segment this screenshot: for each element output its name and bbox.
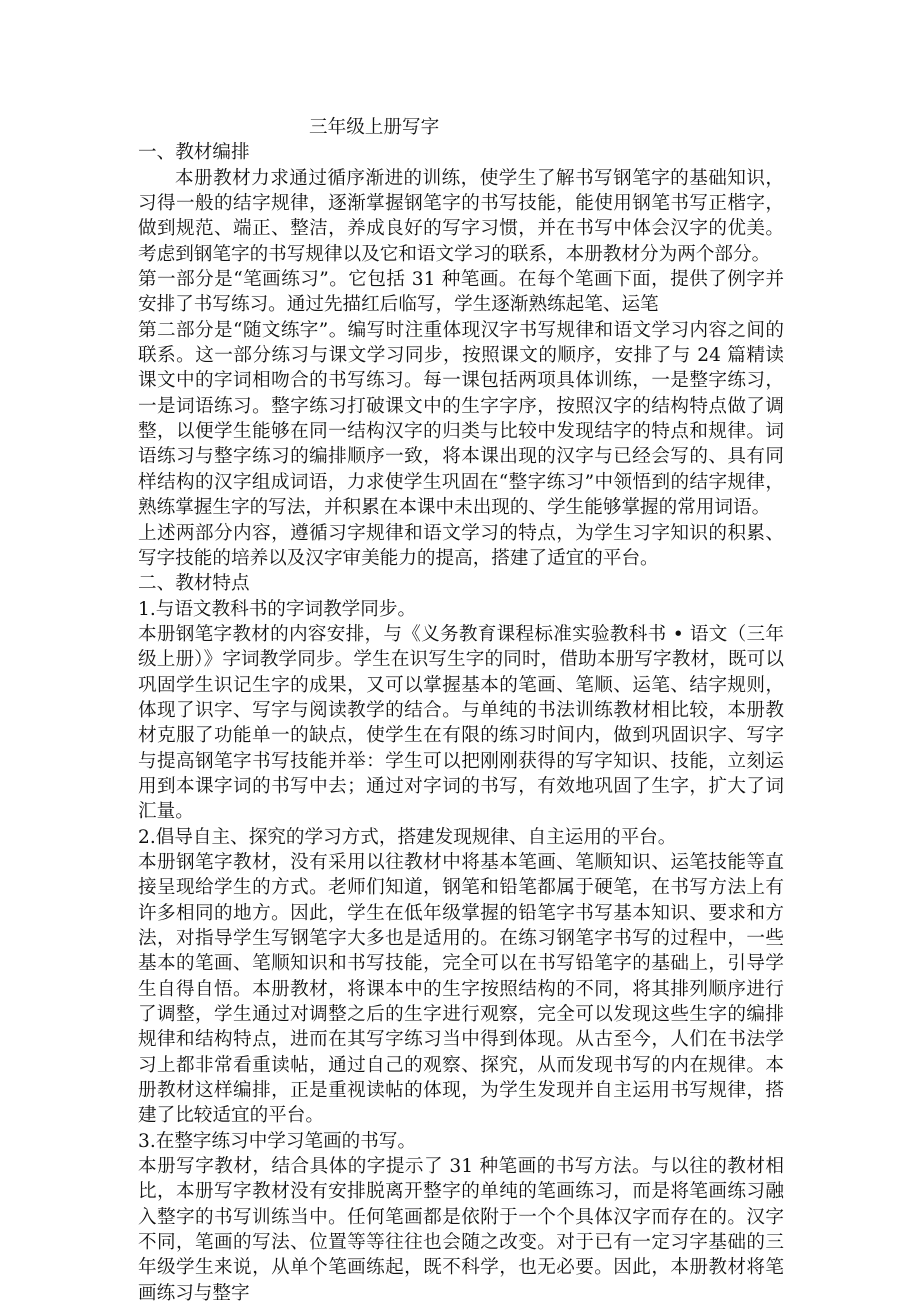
document-page: [138, 106, 784, 1306]
section-heading-arrangement: 一、教材编排: [138, 142, 250, 164]
paragraph-arrangement-intro: 本册教材力求通过循序渐进的训练，使学生了解书写钢笔字的基础知识，习得一般的结字规律，逐渐掌握钢笔字的书写技能，能使用钢笔书写正楷字，做到规范、端正、整洁，养成良好的写字习惯，并在书写中体会汉字的优美。考虑到钢笔字的书写规律以及它和语文学习的联系，本册教材分为两个部分。: [138, 167, 784, 265]
feature-paragraph-2: 本册钢笔字教材，没有采用以往教材中将基本笔画、笔顺知识、运笔技能等直接呈现给学生的方式。老师们知道，钢笔和铅笔都属于硬笔，在书写方法上有许多相同的地方。因此，学生在低年级掌握的铅笔字书写基本知识、要求和方法，对指导学生写钢笔字大多也是适用的。在练习钢笔字书写的过程中，一些基本的笔画、笔顺知识和书写技能，完全可以在书写铅笔字的基础上，引导学生自得自悟。本册教材，将课本中的生字按照结构的不同，将其排列顺序进行了调整，学生通过对调整之后的生字进行观察，完全可以发现这些生字的编排规律和结构特点，进而在其写字练习当中得到体现。从古至今，人们在书法学习上都非常看重读帖，通过自己的观察、探究，从而发现书写的内在规律。本册教材这样编排，正是重视读帖的体现，为学生发现并自主运用书写规律，搭建了比较适宜的平台。: [138, 851, 784, 1127]
feature-heading-3: 3.在整字练习中学习笔画的书写。: [138, 1130, 417, 1152]
paragraph-part-two: 第二部分是“随文练字”。编写时注重体现汉字书写规律和语文学习内容之间的联系。这一部分练习与课文学习同步，按照课文的顺序，安排了与 24 篇精读课文中的字词相吻合的书写练习。每一课包括两项具体训练，一是整字练习，一是词语练习。整字练习打破课文中的生字字序，按照汉字的结构特点做了调整，以便学生能够在同一结构汉字的归类与比较中发现结字的特点和规律。词语练习与整字练习的编排顺序一致，将本课出现的汉字与已经会写的、具有同样结构的汉字组成词语，力求使学生巩固在“整字练习”中领悟到的结字规律，熟练掌握生字的写法，并积累在本课中未出现的、学生能够掌握的常用词语。: [138, 319, 784, 519]
section-heading-features: 二、教材特点: [138, 573, 250, 595]
feature-paragraph-3: 本册写字教材，结合具体的字提示了 31 种笔画的书写方法。与以往的教材相比，本册写字教材没有安排脱离开整字的单纯的笔画练习，而是将笔画练习融入整字的书写训练当中。任何笔画都是依附于一个个具体汉字而存在的。汉字不同，笔画的写法、位置等等往往也会随之改变。对于已有一定习字基础的三年级学生来说，从单个笔画练起，既不科学，也无必要。因此，本册教材将笔画练习与整字: [138, 1156, 784, 1304]
feature-heading-2: 2.倡导自主、探究的学习方式，搭建发现规律、自主运用的平台。: [138, 826, 677, 848]
feature-heading-1: 1.与语文教科书的字词教学同步。: [138, 598, 417, 620]
feature-paragraph-1: 本册钢笔字教材的内容安排，与《义务教育课程标准实验教科书 • 语文（三年级上册）》字词教学同步。学生在识写生字的同时，借助本册写字教材，既可以巩固学生识记生字的成果，又可以掌握基本的笔画、笔顺、运笔、结字规则，体现了识字、写字与阅读教学的结合。与单纯的书法训练教材相比较，本册教材克服了功能单一的缺点，使学生在有限的练习时间内，做到巩固识字、写字与提高钢笔字书写技能并举：学生可以把刚刚获得的写字知识、技能，立刻运用到本课字词的书写中去；通过对字词的书写，有效地巩固了生字，扩大了词汇量。: [138, 623, 784, 823]
paragraph-arrangement-summary: 上述两部分内容，遵循习字规律和语文学习的特点，为学生习字知识的积累、写字技能的培养以及汉字审美能力的提高，搭建了适宜的平台。: [138, 522, 784, 569]
paragraph-part-one: 第一部分是“笔画练习”。它包括 31 种笔画。在每个笔画下面，提供了例字并安排了书写练习。通过先描红后临写，学生逐渐熟练起笔、运笔: [138, 269, 784, 316]
document-title: 三年级上册写字: [309, 117, 440, 138]
